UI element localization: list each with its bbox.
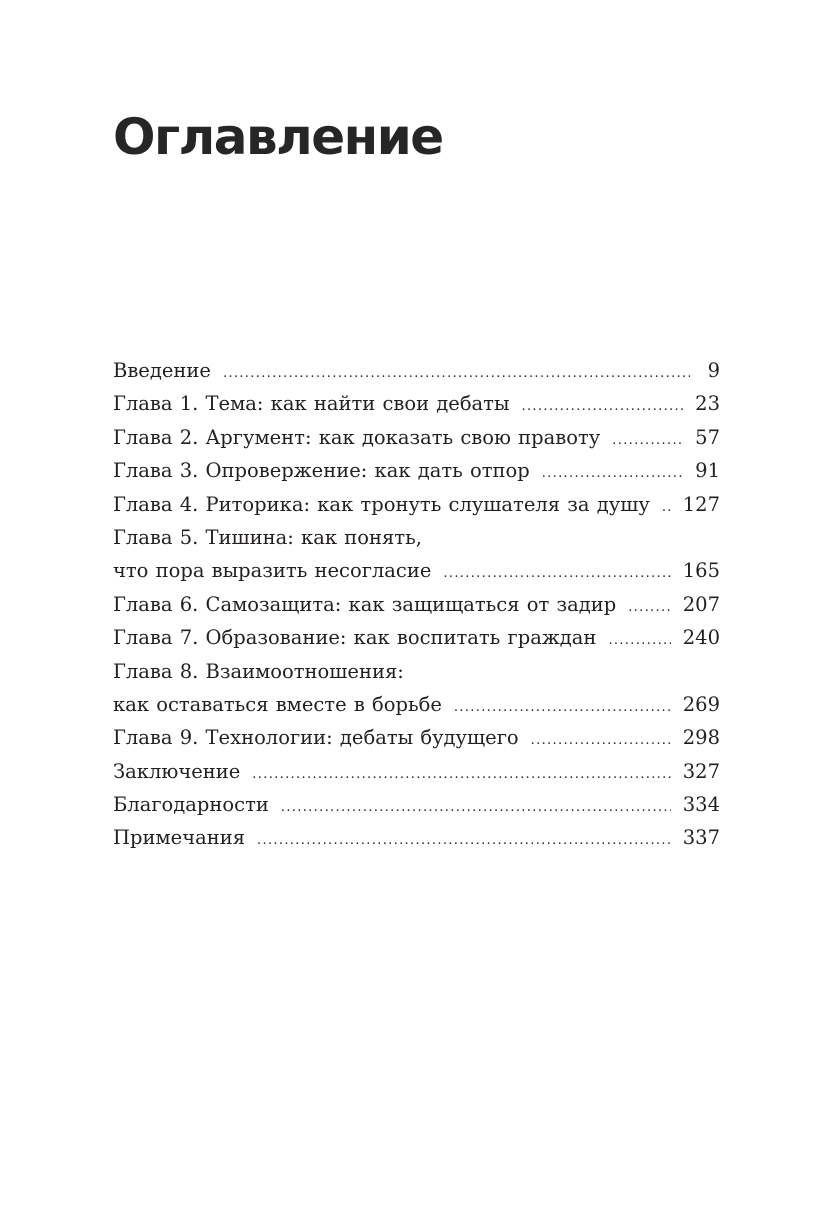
toc-entry-label-continued: как оставаться вместе в борьбе (113, 692, 442, 716)
toc-page-number: 91 (695, 459, 720, 483)
toc-entry-label: Заключение (113, 759, 241, 783)
table-of-contents (113, 354, 720, 855)
toc-entry-label: Благодарности (113, 793, 269, 817)
toc-page-number: 127 (682, 492, 720, 516)
toc-entry-label: Примечания (113, 826, 246, 850)
toc-entry-label: Введение (113, 359, 211, 382)
toc-entry-label: Глава 7. Образование: как воспитать граждан (113, 626, 597, 650)
toc-entry-label: Глава 6. Самозащита: как защищаться от задир (113, 592, 617, 616)
toc-page-number: 240 (682, 626, 720, 650)
toc-entry-label: Глава 1. Тема: как найти свои дебаты (113, 392, 510, 416)
toc-leader-dots (531, 724, 671, 757)
toc-leader-dots (522, 390, 684, 423)
toc-leader-dots (281, 791, 671, 824)
toc-entry-chapter-5-line-1[interactable] (113, 521, 720, 554)
toc-page-number: 165 (682, 559, 720, 583)
toc-entry-notes[interactable] (113, 821, 720, 854)
toc-entry-conclusion[interactable] (113, 755, 720, 788)
toc-entry-chapter-3[interactable] (113, 454, 720, 487)
toc-leader-dots (454, 691, 671, 724)
toc-entry-chapter-4[interactable] (113, 488, 720, 521)
toc-entry-label-continued: что пора выразить несогласие (113, 559, 432, 583)
toc-entry-chapter-2[interactable] (113, 421, 720, 454)
toc-leader-dots (612, 424, 683, 457)
toc-entry-chapter-6[interactable] (113, 588, 720, 621)
toc-page-number: 23 (695, 392, 720, 416)
toc-leader-dots (542, 457, 683, 490)
toc-entry-introduction[interactable] (113, 354, 720, 387)
toc-page-number: 57 (695, 425, 720, 449)
toc-entry-acknowledgements[interactable] (113, 788, 720, 821)
toc-entry-label: Глава 3. Опровержение: как дать отпор (113, 459, 530, 483)
toc-entry-label: Глава 9. Технологии: дебаты будущего (113, 726, 519, 750)
toc-leader-dots (257, 824, 671, 857)
toc-entry-label: Глава 8. Взаимоотношения: (113, 659, 404, 683)
toc-entry-label: Глава 5. Тишина: как понять, (113, 525, 422, 549)
toc-leader-dots (443, 557, 670, 590)
toc-entry-chapter-7[interactable] (113, 621, 720, 654)
toc-leader-dots (662, 491, 671, 524)
toc-entry-chapter-9[interactable] (113, 721, 720, 754)
toc-page-number: 9 (707, 359, 720, 382)
toc-page-number: 207 (682, 592, 720, 616)
toc-leader-dots (223, 357, 690, 390)
toc-page-number: 334 (682, 793, 720, 817)
toc-entry-label: Глава 2. Аргумент: как доказать свою правоту (113, 425, 601, 449)
toc-leader-dots (628, 591, 671, 624)
toc-leader-dots (252, 758, 670, 791)
toc-page-number: 298 (682, 726, 720, 750)
toc-page-number: 269 (682, 692, 720, 716)
toc-entry-chapter-1[interactable] (113, 387, 720, 420)
toc-entry-label: Глава 4. Риторика: как тронуть слушателя за душу (113, 492, 650, 516)
toc-entry-chapter-8-line-2[interactable] (113, 688, 720, 721)
toc-leader-dots (608, 624, 670, 657)
toc-entry-chapter-8-line-1[interactable] (113, 655, 720, 688)
toc-page-number: 337 (682, 826, 720, 850)
toc-page-number: 327 (682, 759, 720, 783)
toc-entry-chapter-5-line-2[interactable] (113, 554, 720, 587)
page-title: Оглавление (113, 108, 443, 166)
